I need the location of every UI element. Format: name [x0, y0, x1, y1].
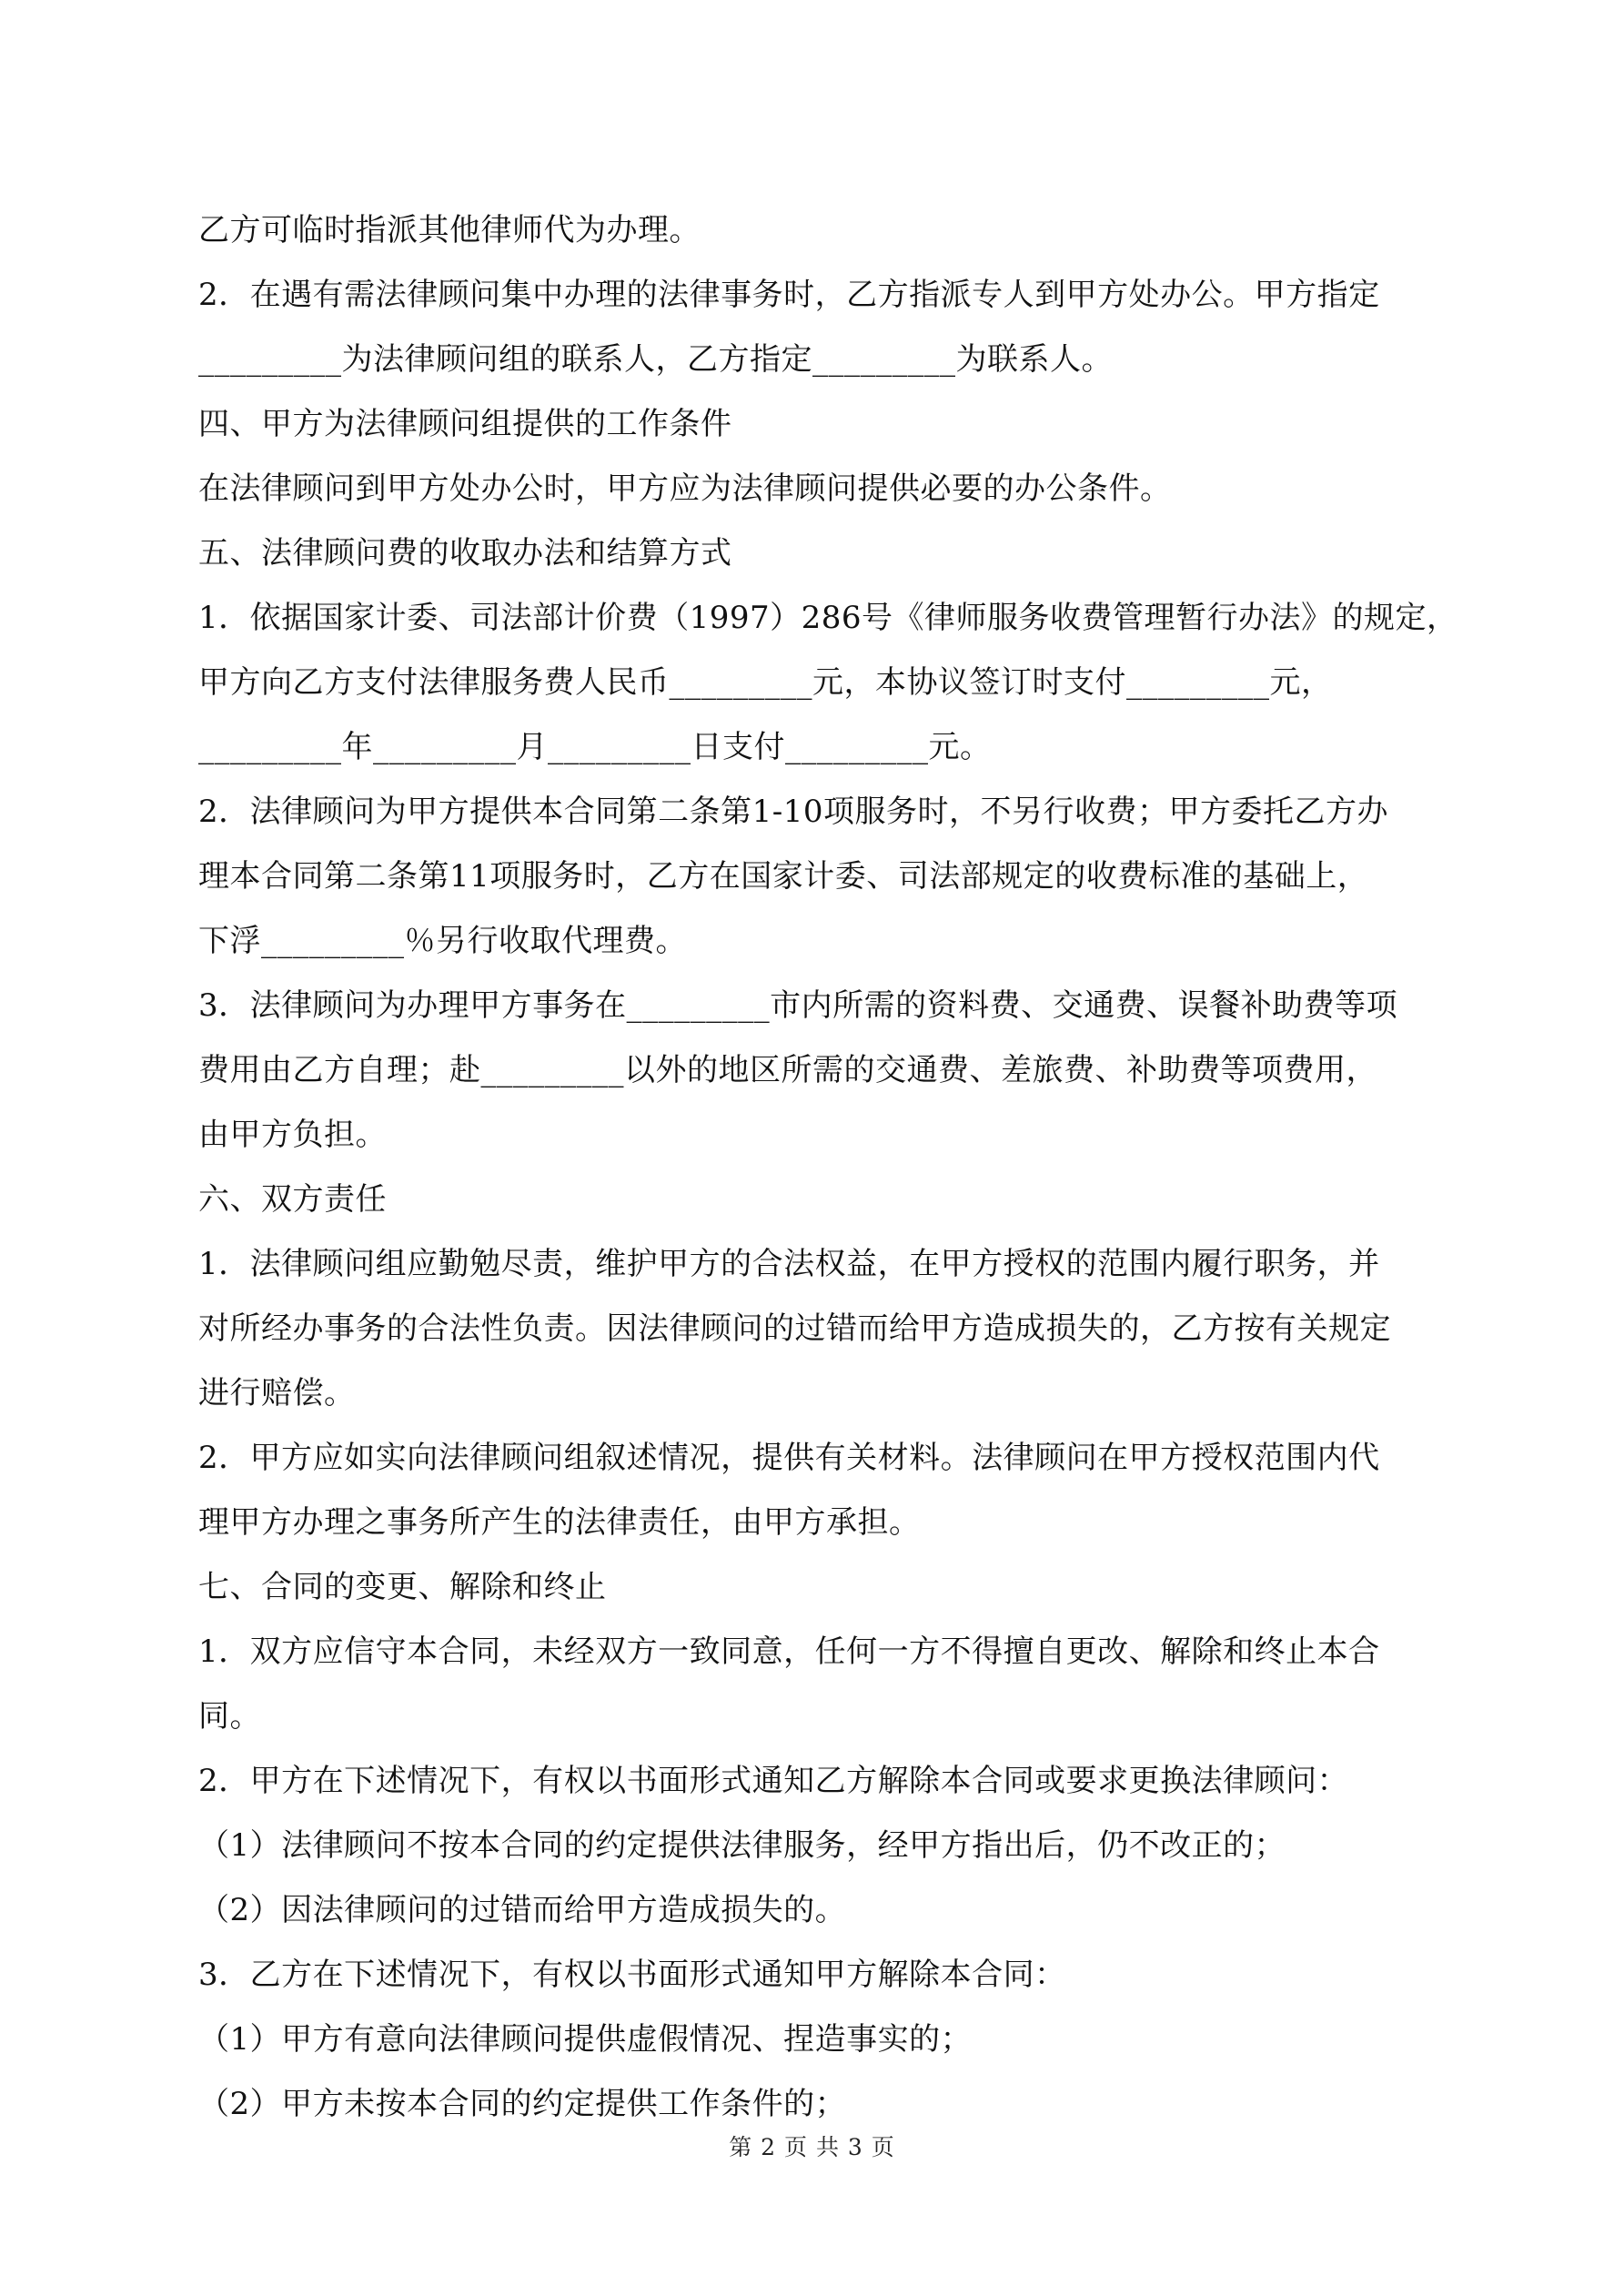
- document-body: [198, 198, 1458, 2137]
- text-line: _________年_________月_________日支付_________元。: [198, 729, 992, 765]
- text-line: 2．法律顾问为甲方提供本合同第二条第1-10项服务时，不另行收费；甲方委托乙方办: [198, 794, 1389, 830]
- text-line: _________为法律顾问组的联系人，乙方指定_________为联系人。: [198, 341, 1113, 378]
- text-line: （1）法律顾问不按本合同的约定提供法律服务，经甲方指出后，仍不改正的；: [198, 1827, 1286, 1864]
- section-heading: 七、合同的变更、解除和终止: [198, 1569, 607, 1605]
- text-line: 费用由乙方自理；赴_________以外的地区所需的交通费、差旅费、补助费等项费用，: [198, 1052, 1377, 1088]
- text-line: （1）甲方有意向法律顾问提供虚假情况、捏造事实的；: [198, 2021, 973, 2058]
- text-line: 2．甲方应如实向法律顾问组叙述情况，提供有关材料。法律顾问在甲方授权范围内代: [198, 1440, 1380, 1476]
- text-line: 进行赔偿。: [198, 1375, 356, 1411]
- section-heading: 四、甲方为法律顾问组提供的工作条件: [198, 406, 732, 442]
- text-line: 由甲方负担。: [198, 1117, 387, 1153]
- text-line: 甲方向乙方支付法律服务费人民币_________元，本协议签订时支付_________元，: [198, 664, 1333, 701]
- section-heading: 六、双方责任: [198, 1181, 387, 1218]
- text-line: （2）甲方未按本合同的约定提供工作条件的；: [198, 2086, 847, 2122]
- text-line: 1．依据国家计委、司法部计价费（1997）286号《律师服务收费管理暂行办法》的规定，: [198, 600, 1458, 636]
- text-line: 在法律顾问到甲方处办公时，甲方应为法律顾问提供必要的办公条件。: [198, 470, 1172, 507]
- text-line: 1．法律顾问组应勤勉尽责，维护甲方的合法权益，在甲方授权的范围内履行职务，并: [198, 1246, 1380, 1282]
- text-line: 乙方可临时指派其他律师代为办理。: [198, 212, 701, 248]
- text-line: （2）因法律顾问的过错而给甲方造成损失的。: [198, 1892, 847, 1928]
- text-line: 对所经办事务的合法性负责。因法律顾问的过错而给甲方造成损失的，乙方按有关规定: [198, 1310, 1391, 1347]
- text-line: 1．双方应信守本合同，未经双方一致同意，任何一方不得擅自更改、解除和终止本合: [198, 1633, 1380, 1670]
- text-line: 理本合同第二条第11项服务时，乙方在国家计委、司法部规定的收费标准的基础上，: [198, 858, 1369, 895]
- text-line: 2．甲方在下述情况下，有权以书面形式通知乙方解除本合同或要求更换法律顾问：: [198, 1763, 1349, 1799]
- text-line: 3．法律顾问为办理甲方事务在_________市内所需的资料费、交通费、误餐补助费等项: [198, 987, 1398, 1024]
- text-line: 3．乙方在下述情况下，有权以书面形式通知甲方解除本合同：: [198, 1957, 1066, 1993]
- text-line: 理甲方办理之事务所产生的法律责任，由甲方承担。: [198, 1504, 921, 1541]
- page-number-footer: 第 2 页 共 3 页: [729, 2134, 895, 2160]
- text-line: 同。: [198, 1698, 261, 1735]
- section-heading: 五、法律顾问费的收取办法和结算方式: [198, 535, 732, 571]
- text-line: 下浮_________％另行收取代理费。: [198, 923, 687, 959]
- text-line: 2．在遇有需法律顾问集中办理的法律事务时，乙方指派专人到甲方处办公。甲方指定: [198, 277, 1380, 313]
